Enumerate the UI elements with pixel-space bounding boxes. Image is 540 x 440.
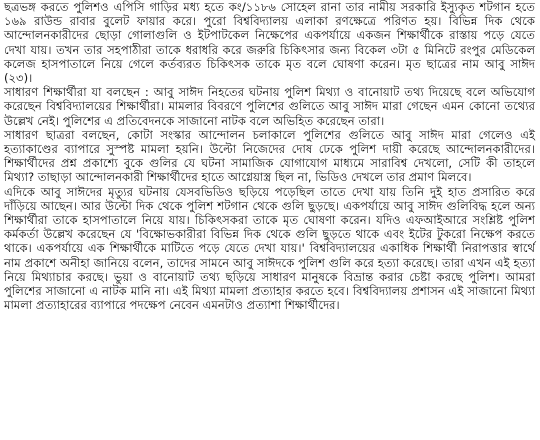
article-paragraph-4: এদিকে আবু সাঈদের মৃত্যুর ঘটনায় যেসবভিডিও ছড়িয়ে পড়েছিল তাতে দেখা যায় তিনি দুই হাত প্রসারিত করে দাঁড়িয়ে আছেন। আর উল্টো দিক থেকে পুলিশ শটগান থেকে গুলি ছুড়ছে। একপর্যায়ে আবু সাঈদ গুলিবিদ্ধ হলে অন্য শিক্ষার্থীরা তাকে হাসপাতালে নিয়ে যায়। চিকিৎসকরা তাকে মৃত ঘোষণা করেন। যদিও এফআইআরে সংশ্লিষ্ট পুলিশ কর্মকর্তা উল্লেখ করেছেন যে 'বিক্ষোভকারীরা বিভিন্ন দিক থেকে গুলি ছুড়তে থাকে এবং ইটের টুকরো নিক্ষেপ করতে থাকে। একপর্যায়ে এক শিক্ষার্থীকে মাটিতে পড়ে যেতে দেখা যায়।' বিশ্ববিদ্যালয়ের একাধিক শিক্ষার্থী নিরাপত্তার স্বার্থে নাম প্রকাশে অনীহা জানিয়ে বলেন, তাদের সামনে আবু সাঈদকে পুলিশ গুলি করে হত্যা করেছে। তারা এখন এই হত্যা নিয়ে মিথ্যাচার করছে। ভুয়া ও বানোয়াট তথ্য ছড়িয়ে সাধারণ মানুষকে বিভ্রান্ত করার চেষ্টা করছে পুলিশ। আমরা পুলিশের সাজানো এ নাটক মানি না। এই মিথ্যা মামলা প্রত্যাহার করতে হবে। বিশ্ববিদ্যালয় প্রশাসন এই সাজানো মিথ্যা মামলা প্রত্যাহারের ব্যাপারে পদক্ষেপ নেবেন এমনটাও প্রত্যাশা শিক্ষার্থীদের। xyxy=(4,184,535,313)
article-paragraph-3: সাধারণ ছাত্ররা বলছেন, কোটা সংস্কার আন্দোলন চলাকালে পুলিশের গুলিতে আবু সাঈদ মারা গেলেও এই হত্যাকাণ্ডের ব্যাপারে সুস্পষ্ট মামলা হয়নি। উল্টো নিজেদের দোষ ঢেকে পুলিশ দায়ী করেছে আন্দোলনকারীদের। শিক্ষার্থীদের প্রশ্ন প্রকাশ্যে বুকে গুলির যে ঘটনা সামাজিক যোগাযোগ মাধ্যমে সারাবিশ্ব দেখলো, সেটি কী তাহলে মিথ্যা? তাছাড়া আন্দোলনকারী শিক্ষার্থীদের হাতে আগ্নেয়াস্ত্র ছিল না, ভিডিও দেখলে তার প্রমাণ মিলবে। xyxy=(4,127,535,185)
article-paragraph-2: সাধারণ শিক্ষার্থীরা যা বলছেন : আবু সাঈদ নিহতের ঘটনায় পুলিশ মিথ্যা ও বানোয়াট তথ্য দিয়েছে বলে অভিযোগ করেছেন বিশ্ববিদ্যালয়ের শিক্ষার্থীরা। মামলার বিবরণে পুলিশের গুলিতে আবু সাঈদ মারা গেছেন এমন কোনো তথ্যের উল্লেখ নেই। পুলিশের এ প্রতিবেদনকে সাজানো নাটক বলে অভিহিত করেছেন তারা। xyxy=(4,85,535,128)
article-paragraph-1: ছত্রভঙ্গ করতে পুলিশও এপিসি গাড়ির মধ্য হতে কং/১১৮৬ সোহেল রানা তার নামীয় সরকারি ইস্যুকৃত শটগান হতে ১৬৯ রাউন্ড রাবার বুলেট ফায়ার করে। পুরো বিশ্ববিদ্যালয় এলাকা রণক্ষেত্রে পরিণত হয়। বিভিন্ন দিক থেকে আন্দোলনকারীদের ছোড়া গোলাগুলি ও ইটপাটকেল নিক্ষেপের একপর্যায়ে একজন শিক্ষার্থীকে রাস্তায় পড়ে যেতে দেখা যায়। তখন তার সহপাঠীরা তাকে ধরাধরি করে জরুরি চিকিৎসার জন্য বিকেল ৩টা ৫ মিনিটে রংপুর মেডিকেল কলেজ হাসপাতালে নিয়ে গেলে কর্তব্যরত চিকিৎসক তাকে মৃত বলে ঘোষণা করেন। মৃত ছাত্রের নাম আবু সাঈদ (২৩)। xyxy=(4,0,535,86)
